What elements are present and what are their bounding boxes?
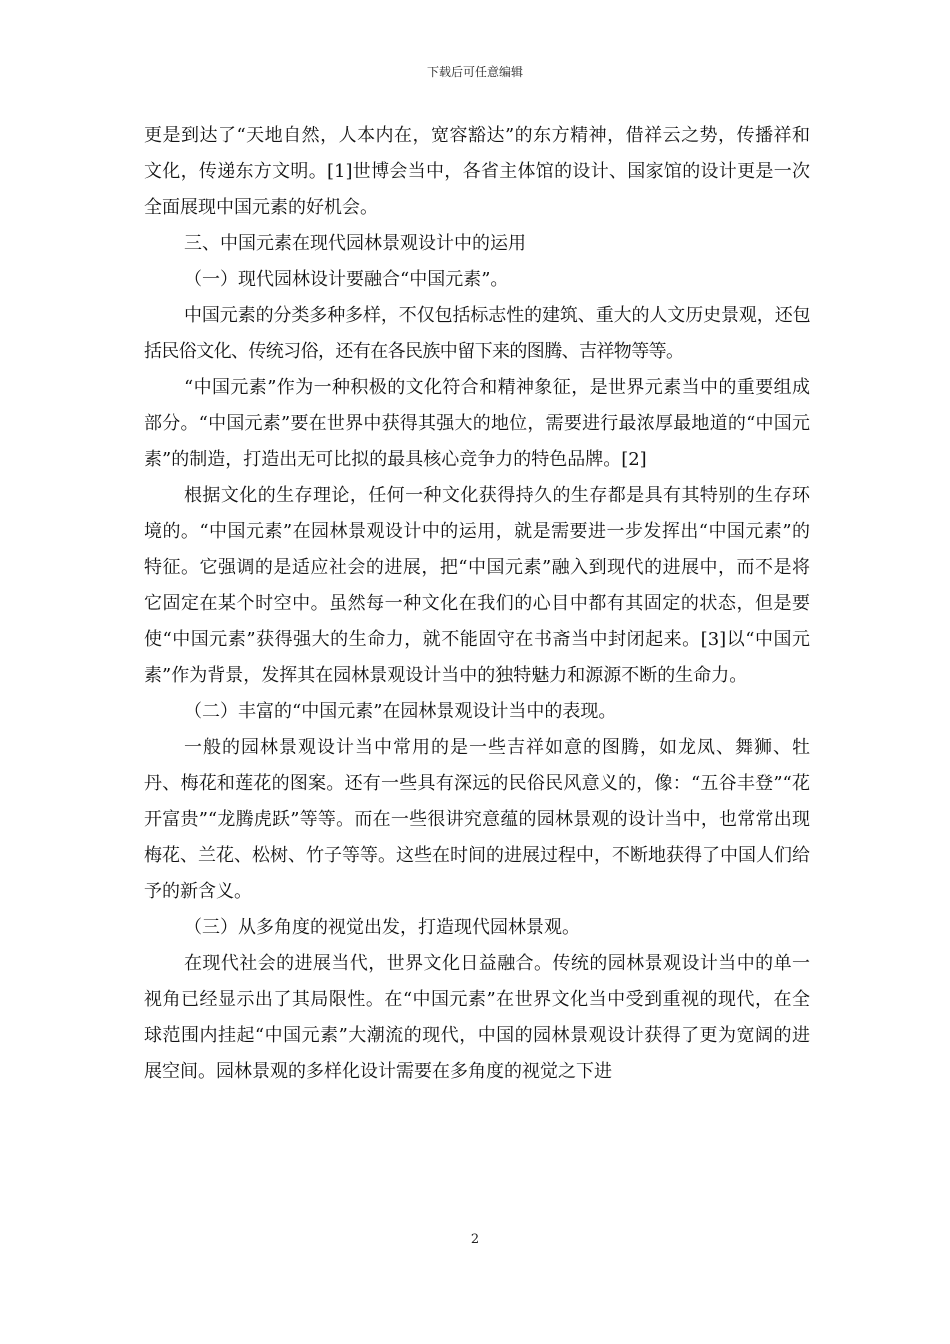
paragraph: “中国元素”作为一种积极的文化符合和精神象征，是世界元素当中的重要组成部分。“中国元素”要在世界中获得其强大的地位，需要进行最浓厚最地道的“中国元素”的制造，打造出无可比拟的最具核心竞争力的特色品牌。[2]	[144, 377, 810, 470]
subsection-heading-2: （二）丰富的“中国元素”在园林景观设计当中的表现。	[184, 701, 617, 722]
section-heading: 三、中国元素在现代园林景观设计中的运用	[184, 233, 526, 254]
paragraph: 在现代社会的进展当代，世界文化日益融合。传统的园林景观设计当中的单一视角已经显示出了其局限性。在“中国元素”在世界文化当中受到重视的现代，在全球范围内挂起“中国元素”大潮流的现代，中国的园林景观设计获得了更为宽阔的进展空间。园林景观的多样化设计需要在多角度的视觉之下进	[144, 953, 810, 1082]
page-header: 下载后可任意编辑	[426, 65, 523, 79]
document-body	[144, 118, 810, 1090]
subsection-heading-3: （三）从多角度的视觉出发，打造现代园林景观。	[184, 917, 580, 938]
paragraph: 中国元素的分类多种多样，不仅包括标志性的建筑、重大的人文历史景观，还包括民俗文化、传统习俗，还有在各民族中留下来的图腾、吉祥物等等。	[144, 305, 810, 362]
paragraph: 根据文化的生存理论，任何一种文化获得持久的生存都是具有其特别的生存环境的。“中国元素”在园林景观设计中的运用，就是需要进一步发挥出“中国元素”的特征。它强调的是适应社会的进展，把“中国元素”融入到现代的进展中，而不是将它固定在某个时空中。虽然每一种文化在我们的心目中都有其固定的状态，但是要使“中国元素”获得强大的生命力，就不能固守在书斋当中封闭起来。[3]以“中国元素”作为背景，发挥其在园林景观设计当中的独特魅力和源源不断的生命力。	[144, 485, 810, 686]
paragraph: 一般的园林景观设计当中常用的是一些吉祥如意的图腾，如龙凤、舞狮、牡丹、梅花和莲花的图案。还有一些具有深远的民俗民风意义的，像：“五谷丰登”“花开富贵”“龙腾虎跃”等等。而在一些很讲究意蕴的园林景观的设计当中，也常常出现梅花、兰花、松树、竹子等等。这些在时间的进展过程中，不断地获得了中国人们给予的新含义。	[144, 737, 810, 902]
paragraph-continuation: 更是到达了“天地自然，人本内在，宽容豁达”的东方精神，借祥云之势，传播祥和文化，传递东方文明。[1]世博会当中，各省主体馆的设计、国家馆的设计更是一次全面展现中国元素的好机会。	[144, 125, 810, 218]
page-number: 2	[470, 1232, 480, 1247]
subsection-heading-1: （一）现代园林设计要融合“中国元素”。	[184, 269, 509, 290]
